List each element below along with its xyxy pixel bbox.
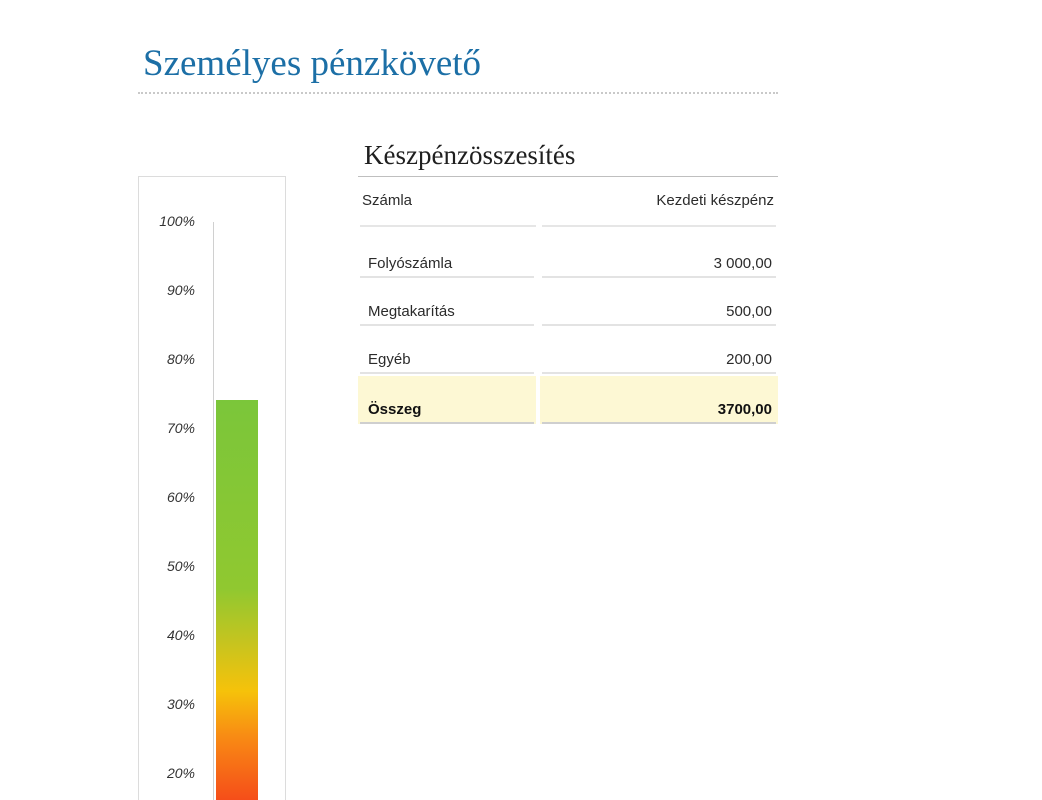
amount-cell[interactable]	[540, 326, 778, 374]
gauge-tick-100: 100%	[159, 213, 195, 229]
gauge-tick-30: 30%	[166, 696, 195, 712]
column-header-account: Számla	[362, 192, 413, 209]
total-amount: 3700,00	[717, 401, 772, 418]
header-underline-left	[360, 225, 536, 227]
gauge-tick-60: 60%	[166, 489, 195, 505]
section-title: Készpénzösszesítés	[364, 140, 576, 170]
account-label: Megtakarítás	[368, 303, 455, 320]
gauge-chart	[138, 176, 286, 800]
section-divider	[358, 176, 778, 177]
total-row[interactable]	[358, 376, 778, 424]
total-label-cell[interactable]	[358, 376, 536, 424]
table-row[interactable]	[358, 230, 778, 278]
account-label: Egyéb	[368, 351, 411, 368]
gauge-tick-50: 50%	[166, 558, 195, 574]
account-cell[interactable]	[358, 326, 536, 374]
column-header-initial-cash: Kezdeti készpénz	[656, 192, 774, 209]
title-divider	[138, 92, 778, 94]
header-underline-right	[542, 225, 776, 227]
amount-value: 3 000,00	[713, 255, 772, 272]
amount-cell[interactable]	[540, 278, 778, 326]
table-row[interactable]	[358, 278, 778, 326]
total-amount-cell[interactable]	[540, 376, 778, 424]
total-label: Összeg	[368, 401, 422, 418]
account-cell[interactable]	[358, 278, 536, 326]
amount-cell[interactable]	[540, 230, 778, 278]
account-cell[interactable]	[358, 230, 536, 278]
table-row[interactable]	[358, 326, 778, 374]
gauge-axis	[213, 222, 214, 800]
amount-value: 200,00	[726, 351, 772, 368]
gauge-tick-40: 40%	[166, 627, 195, 643]
gauge-tick-90: 90%	[166, 282, 195, 298]
gauge-tick-20: 20%	[166, 765, 195, 781]
account-label: Folyószámla	[368, 255, 453, 272]
gauge-tick-70: 70%	[166, 420, 195, 436]
page-title: Személyes pénzkövető	[143, 43, 482, 84]
gauge-bar	[216, 400, 258, 800]
amount-value: 500,00	[726, 303, 772, 320]
gauge-tick-80: 80%	[166, 351, 195, 367]
